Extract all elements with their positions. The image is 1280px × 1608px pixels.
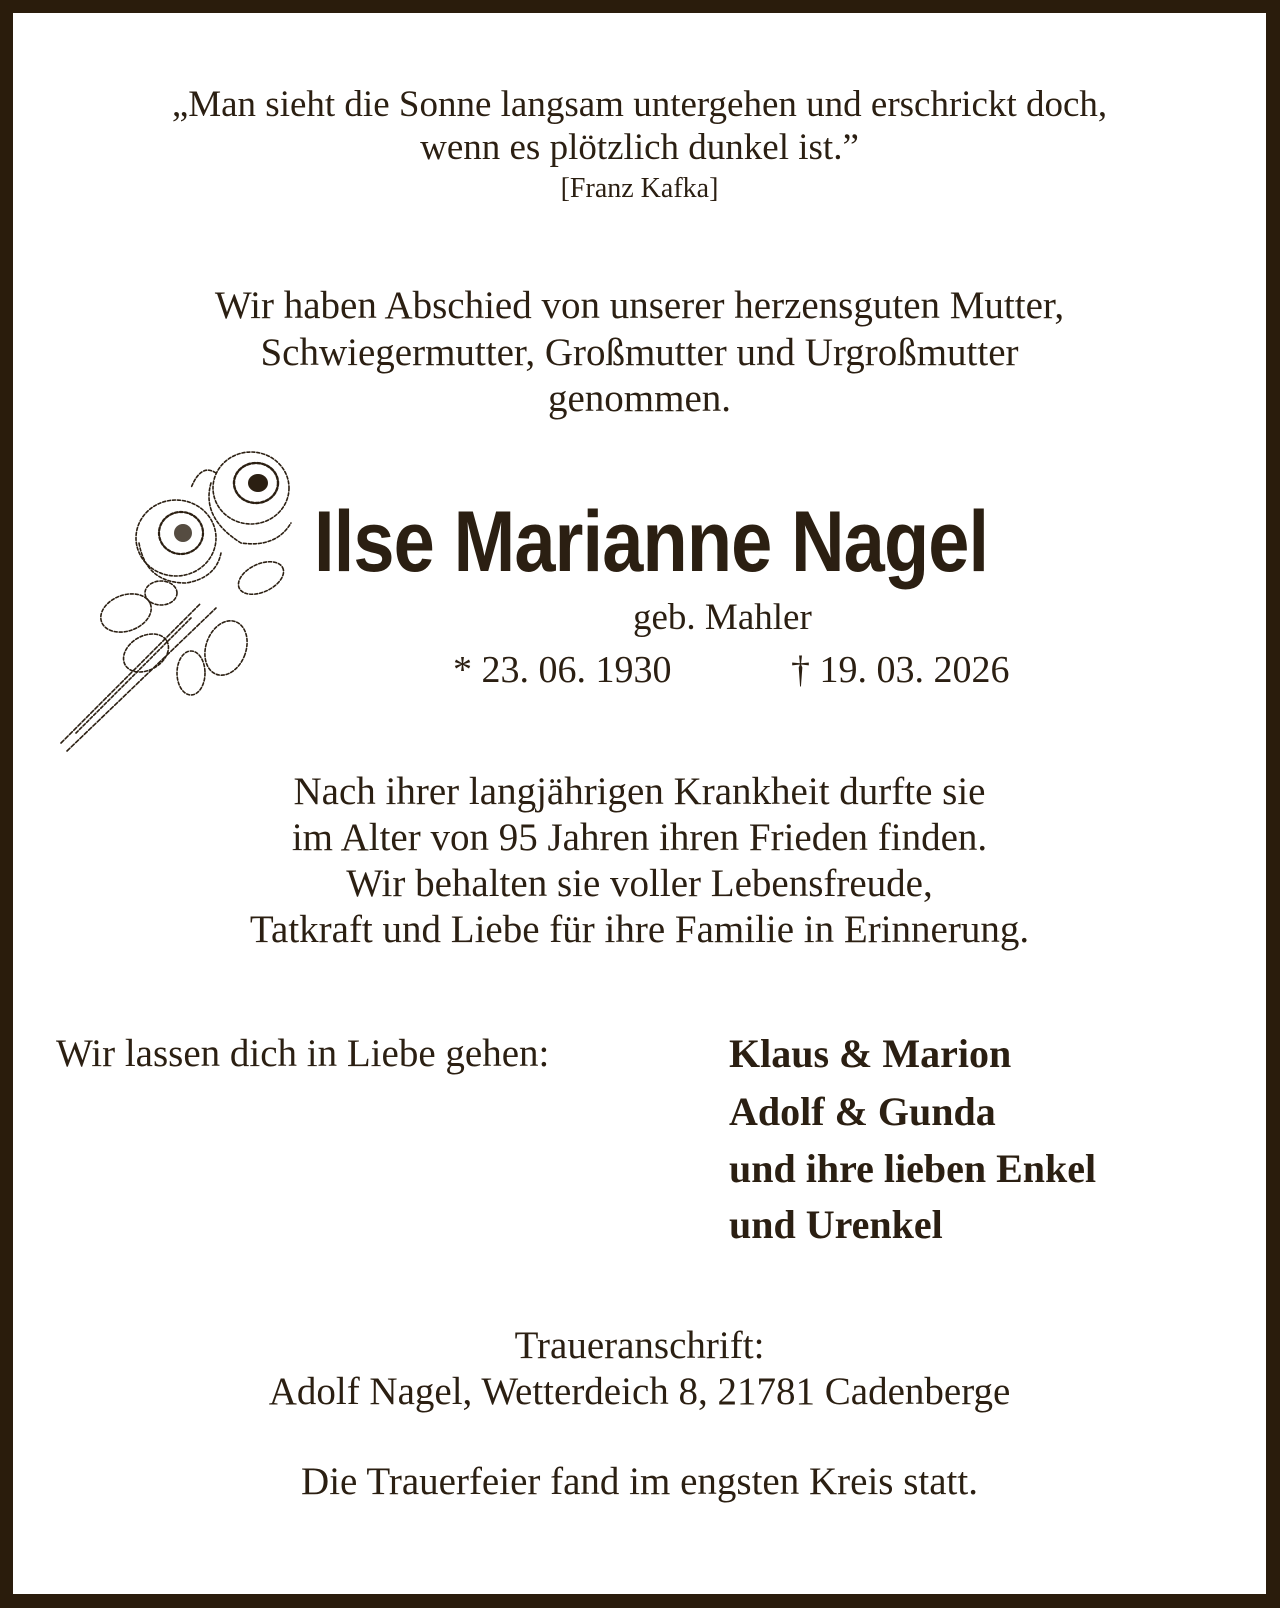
mourner-name: und Urenkel xyxy=(729,1202,943,1247)
quote-line-1: „Man sieht die Sonne langsam untergehen und erschrickt doch, xyxy=(171,84,1108,125)
intro-line-1: Wir haben Abschied von unserer herzensguten Mutter, xyxy=(214,284,1065,327)
address-value: Adolf Nagel, Wetterdeich 8, 21781 Cadenberge xyxy=(268,1370,1011,1413)
rose-illustration-icon xyxy=(51,433,311,763)
intro-line-3: genommen. xyxy=(547,377,732,420)
quote-line-2: wenn es plötzlich dunkel ist.” xyxy=(420,127,859,168)
ceremony-note: Die Trauerfeier fand im engsten Kreis statt. xyxy=(301,1460,978,1503)
message-line-3: Wir behalten sie voller Lebensfreude, xyxy=(346,862,933,905)
birth-date: * 23. 06. 1930 xyxy=(453,649,672,691)
maiden-name: geb. Mahler xyxy=(633,597,812,638)
death-date: † 19. 03. 2026 xyxy=(791,649,1010,691)
mourner-name: Adolf & Gunda xyxy=(729,1089,996,1134)
quote-attribution: [Franz Kafka] xyxy=(560,173,719,204)
mourner-name: Klaus & Marion xyxy=(729,1031,1012,1076)
message-line-1: Nach ihrer langjährigen Krankheit durfte sie xyxy=(293,770,986,813)
mourners-label: Wir lassen dich in Liebe gehen: xyxy=(56,1032,550,1075)
obituary-frame xyxy=(13,13,1266,1594)
address-label: Traueranschrift: xyxy=(514,1324,765,1367)
mourner-name: und ihre lieben Enkel xyxy=(729,1146,1097,1191)
intro-line-2: Schwiegermutter, Großmutter und Urgroßmutter xyxy=(260,331,1019,374)
message-line-2: im Alter von 95 Jahren ihren Frieden finden. xyxy=(291,816,988,859)
deceased-name: Ilse Marianne Nagel xyxy=(314,494,989,590)
message-line-4: Tatkraft und Liebe für ihre Familie in Erinnerung. xyxy=(249,908,1030,951)
